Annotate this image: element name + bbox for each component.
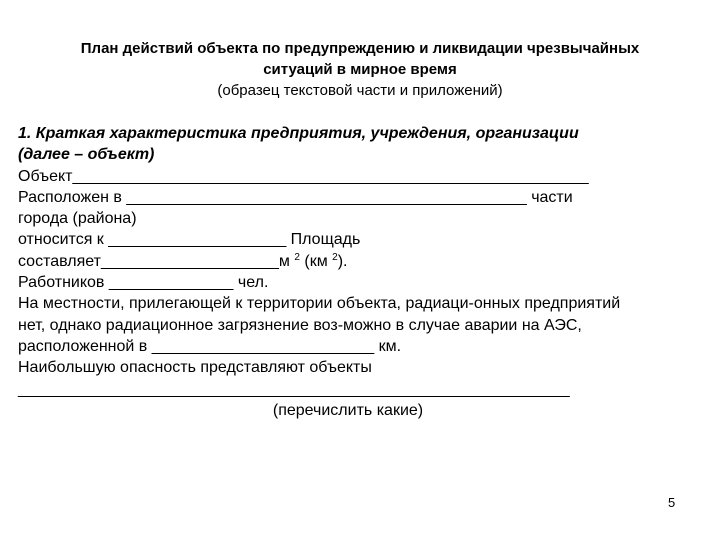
danger-objects-line: Наибольшую опасность представляют объекты <box>18 359 372 377</box>
area-field-line <box>18 251 708 272</box>
area-mid: (км <box>299 252 333 270</box>
belongs-field-line: относится к ____________________ Площадь <box>18 231 361 249</box>
workers-field-line: Работников ______________ чел. <box>18 274 269 292</box>
danger-objects-blank: ______________________________________________________________ <box>18 380 570 398</box>
object-field-line: Объект__________________________________________________________ <box>18 167 589 185</box>
area-suffix: ). <box>337 252 348 270</box>
radiation-text-line-1: На местности, прилегающей к территории объекта, радиаци-онных предприятий <box>18 295 621 313</box>
radiation-text-line-2: нет, однако радиационное загрязнение воз-можно в случае аварии на АЭС, <box>18 316 582 334</box>
page-number: 5 <box>668 495 676 510</box>
section-body <box>18 123 708 421</box>
radiation-text-line-3: расположенной в _________________________ км. <box>18 337 402 355</box>
section-heading-line-1: 1. Краткая характеристика предприятия, учреждения, организации <box>18 125 579 142</box>
title-line-2: ситуаций в мирное время <box>263 61 457 78</box>
title-line-1: План действий объекта по предупреждению и ликвидации чрезвычайных <box>80 40 640 57</box>
list-hint: (перечислить какие) <box>272 401 424 419</box>
district-line: города (района) <box>18 210 137 228</box>
title-subtitle: (образец текстовой части и приложений) <box>217 82 503 99</box>
area-unit-sup-2: 2 <box>332 251 338 263</box>
document-title <box>0 38 720 101</box>
location-field-line: Расположен в _____________________________________________ части <box>18 188 573 206</box>
section-heading-line-2: (далее – объект) <box>18 146 155 164</box>
area-prefix: составляет____________________м <box>18 252 295 270</box>
area-unit-sup-1: 2 <box>294 251 300 263</box>
